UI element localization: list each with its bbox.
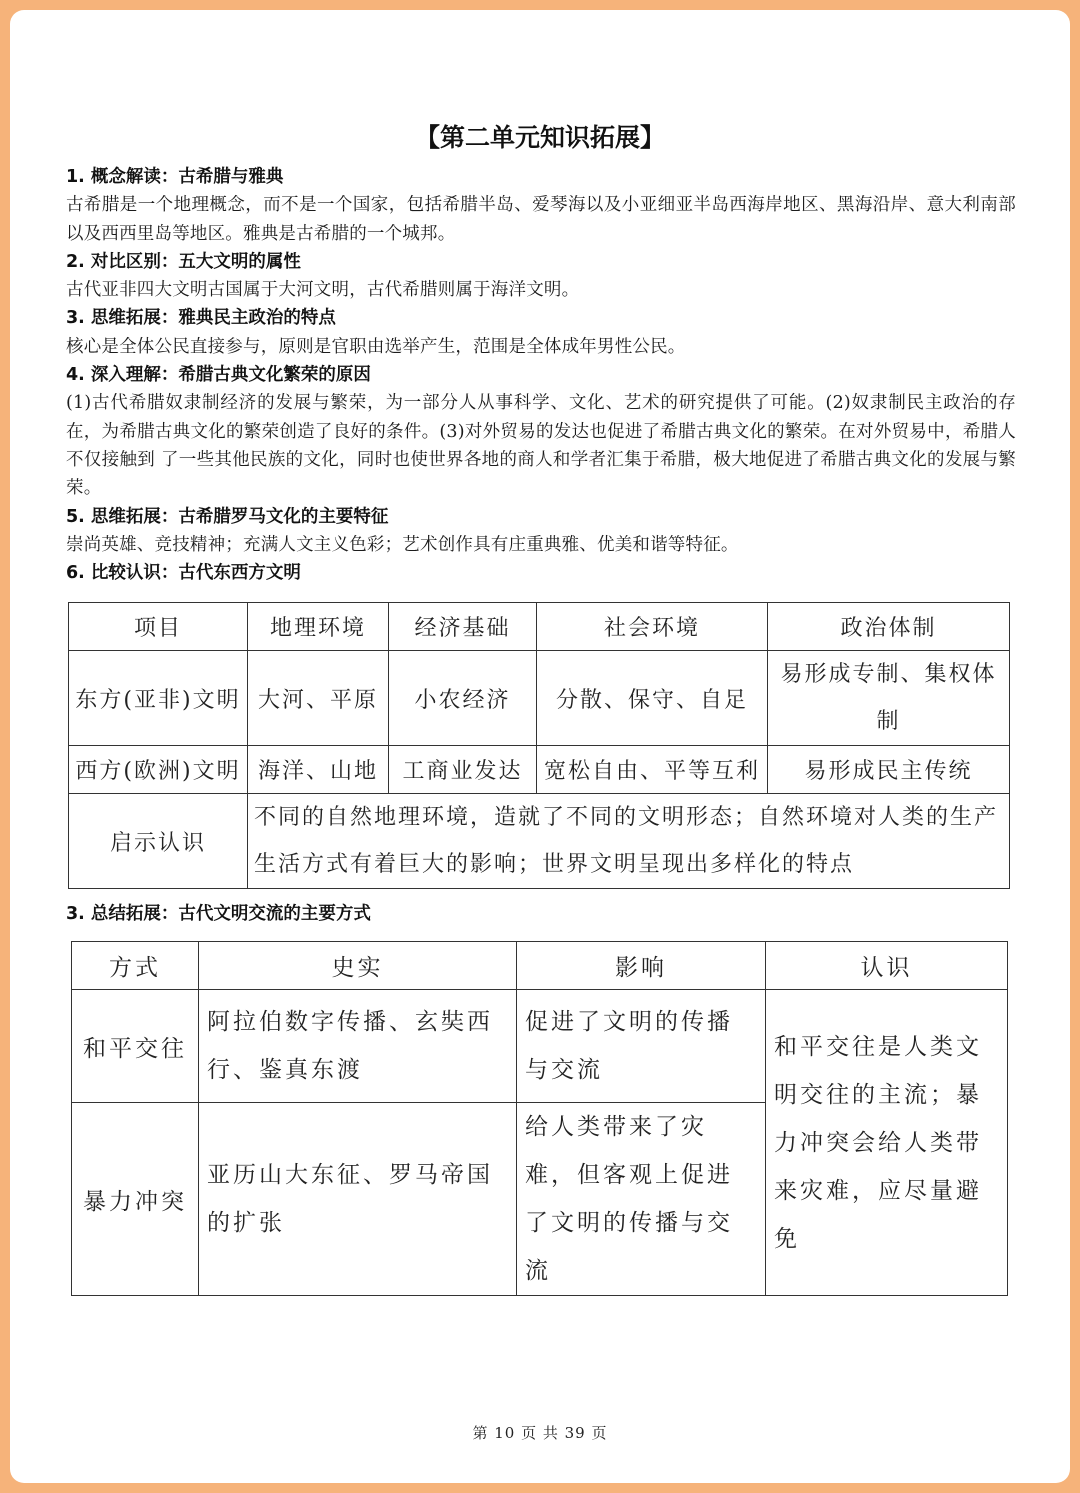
section-heading: 3. 总结拓展：古代文明交流的主要方式 xyxy=(66,904,371,924)
table-header-cell: 地理环境 xyxy=(248,603,389,651)
table-header-cell: 项目 xyxy=(69,603,248,651)
table-header-cell: 方式 xyxy=(72,942,199,990)
table-cell: 暴力冲突 xyxy=(72,1103,199,1296)
table-cell: 易形成专制、集权体制 xyxy=(768,651,1010,746)
table-cell: 海洋、山地 xyxy=(248,746,389,794)
table-header-cell: 影响 xyxy=(517,942,766,990)
table-cell: 阿拉伯数字传播、玄奘西行、鉴真东渡 xyxy=(199,990,517,1103)
recognition-cell: 和平交往是人类文明交往的主流；暴力冲突会给人类带来灾难，应尽量避免 xyxy=(766,990,1008,1296)
table-cell: 给人类带来了灾难，但客观上促进了文明的传播与交流 xyxy=(517,1103,766,1296)
insight-label: 启示认识 xyxy=(69,794,248,889)
section-text: 古代亚非四大文明古国属于大河文明，古代希腊则属于海洋文明。 xyxy=(66,280,580,301)
section-text: 崇尚英雄、竞技精神；充满人文主义色彩；艺术创作具有庄重典雅、优美和谐等特征。 xyxy=(66,534,739,555)
table-cell: 西方(欧洲)文明 xyxy=(69,746,248,794)
insight-text: 不同的自然地理环境，造就了不同的文明形态；自然环境对人类的生产生活方式有着巨大的影响；世界文明呈现出多样化的特点 xyxy=(248,794,1010,889)
table-cell: 亚历山大东征、罗马帝国的扩张 xyxy=(199,1103,517,1296)
table-row xyxy=(69,651,1010,746)
table-header-row xyxy=(69,603,1010,651)
section-heading: 4. 深入理解：希腊古典文化繁荣的原因 xyxy=(66,365,371,386)
page-number: 第 10 页 共 39 页 xyxy=(472,1424,608,1442)
section-heading: 5. 思维拓展：古希腊罗马文化的主要特征 xyxy=(66,506,389,527)
text-content xyxy=(66,163,1016,587)
table-header-cell: 政治体制 xyxy=(768,603,1010,651)
table-cell: 促进了文明的传播与交流 xyxy=(517,990,766,1103)
table-header-cell: 社会环境 xyxy=(537,603,768,651)
section-heading: 1. 概念解读：古希腊与雅典 xyxy=(66,167,284,187)
table-cell: 和平交往 xyxy=(72,990,199,1103)
page-title: 【第二单元知识拓展】 xyxy=(414,123,665,152)
table-header-cell: 史实 xyxy=(199,942,517,990)
comparison-table xyxy=(68,602,1010,889)
table-header-cell: 经济基础 xyxy=(389,603,537,651)
table-cell: 易形成民主传统 xyxy=(768,746,1010,794)
section-text: (1)古代希腊奴隶制经济的发展与繁荣，为一部分人从事科学、文化、艺术的研究提供了可能。(2)奴隶制民主政治的存在，为希腊古典文化的繁荣创造了良好的条件。(3)对外贸易的发达也促进了希腊古典文化的繁荣。在对外贸易中，希腊人不仅接触到 了一些其他民族的文化，同时也使世界各地的商人和学者汇集于希腊，极大地促进了希腊古典文化的发展与繁荣。 xyxy=(66,393,1016,499)
table-cell: 大河、平原 xyxy=(248,651,389,746)
table-row xyxy=(69,746,1010,794)
section-text: 古希腊是一个地理概念，而不是一个国家，包括希腊半岛、爱琴海以及小亚细亚半岛西海岸地区、黑海沿岸、意大利南部以及西西里岛等地区。雅典是古希腊的一个城邦。 xyxy=(66,195,1016,244)
exchange-methods-table xyxy=(71,941,1008,1296)
table-header-row xyxy=(72,942,1008,990)
section-text: 核心是全体公民直接参与，原则是官职由选举产生，范围是全体成年男性公民。 xyxy=(66,336,686,357)
table-cell: 分散、保守、自足 xyxy=(537,651,768,746)
section-heading: 3. 思维拓展：雅典民主政治的特点 xyxy=(66,308,336,329)
table-row xyxy=(72,990,1008,1103)
table-header-cell: 认识 xyxy=(766,942,1008,990)
section-heading: 6. 比较认识：古代东西方文明 xyxy=(66,563,301,584)
table-cell: 宽松自由、平等互利 xyxy=(537,746,768,794)
table-row xyxy=(69,794,1010,889)
table-cell: 小农经济 xyxy=(389,651,537,746)
table-cell: 东方(亚非)文明 xyxy=(69,651,248,746)
table-cell: 工商业发达 xyxy=(389,746,537,794)
section-heading: 2. 对比区别：五大文明的属性 xyxy=(66,251,301,272)
